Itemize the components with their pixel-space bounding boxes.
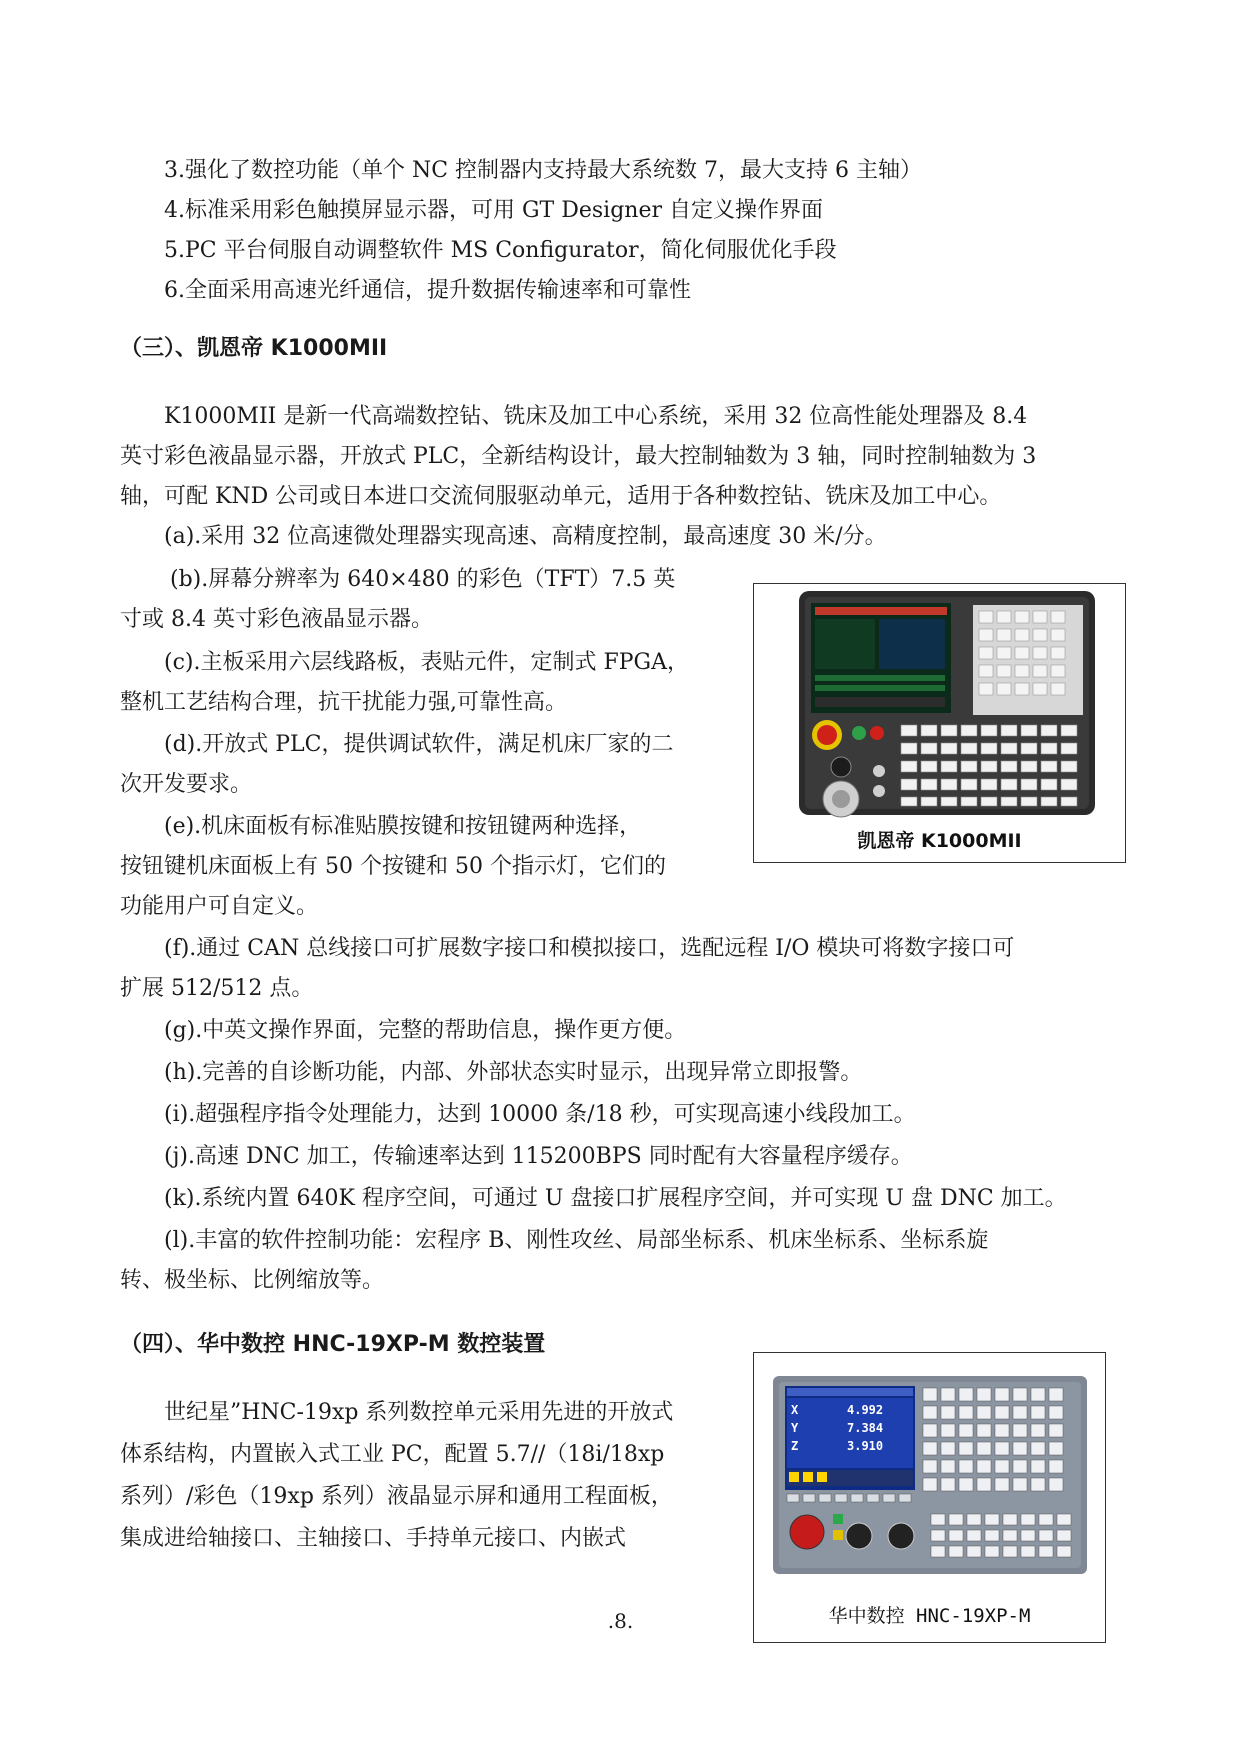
figure-caption: 华中数控 HNC-19XP-M [828, 1605, 1031, 1627]
feature-line: 次开发要求。 [120, 772, 253, 797]
section-heading: （四）、华中数控 HNC-19XP-M 数控装置 [120, 1332, 546, 1357]
feature-line: (d).开放式 PLC，提供调试软件，满足机床厂家的二 [164, 732, 674, 757]
text-line: 3.强化了数控功能（单个 NC 控制器内支持最大系统数 7，最大支持 6 主轴） [164, 158, 923, 183]
text-line: 5.PC 平台伺服自动调整软件 MS Configurator，简化伺服优化手段 [164, 238, 837, 263]
feature-line: 功能用户可自定义。 [120, 894, 319, 919]
feature-line: 按钮键机床面板上有 50 个按键和 50 个指示灯，它们的 [120, 854, 666, 879]
screen-axis-value: 7.384 [847, 1421, 884, 1435]
feature-line: (f).通过 CAN 总线接口可扩展数字接口和模拟接口，选配远程 I/O 模块可将数字接口可 [164, 936, 1015, 961]
feature-line: (b).屏幕分辨率为 640×480 的彩色（TFT）7.5 英 [170, 567, 676, 592]
text-line: 4.标准采用彩色触摸屏显示器，可用 GT Designer 自定义操作界面 [164, 198, 823, 223]
k1000mii-panel-image [755, 585, 1125, 833]
feature-line: 寸或 8.4 英寸彩色液晶显示器。 [120, 607, 433, 632]
hnc-19xp-panel-image [755, 1354, 1105, 1594]
screen-axis-label: Z [791, 1439, 799, 1453]
text-line: 英寸彩色液晶显示器，开放式 PLC，全新结构设计，最大控制轴数为 3 轴，同时控制轴数为 3 [120, 444, 1037, 469]
page-number: .8. [607, 1609, 634, 1633]
text-line: K1000MII 是新一代高端数控钻、铣床及加工中心系统，采用 32 位高性能处理器及 8.4 [164, 404, 1028, 429]
feature-line: (g).中英文操作界面，完整的帮助信息，操作更方便。 [164, 1018, 687, 1043]
feature-line: (h).完善的自诊断功能，内部、外部状态实时显示，出现异常立即报警。 [164, 1060, 863, 1085]
feature-line: (l).丰富的软件控制功能：宏程序 B、刚性攻丝、局部坐标系、机床坐标系、坐标系旋 [164, 1228, 989, 1253]
screen-axis-label: X [791, 1403, 799, 1417]
screen-axis-value: 3.910 [847, 1439, 884, 1453]
feature-line: (k).系统内置 640K 程序空间，可通过 U 盘接口扩展程序空间，并可实现 U 盘 DNC 加工。 [164, 1186, 1067, 1211]
text-line: 集成进给轴接口、主轴接口、手持单元接口、内嵌式 [120, 1526, 627, 1551]
feature-line: (a).采用 32 位高速微处理器实现高速、高精度控制，最高速度 30 米/分。 [164, 524, 887, 549]
figure-caption: 凯恩帝 K1000MII [857, 830, 1022, 852]
text-line: 系列）/彩色（19xp 系列）液晶显示屏和通用工程面板， [120, 1484, 673, 1509]
figure-k1000mii [753, 583, 1126, 863]
screen-axis-value: 4.992 [847, 1403, 884, 1417]
feature-line: (e).机床面板有标准贴膜按键和按钮键两种选择， [164, 814, 642, 839]
figure-hnc-19xp-m [753, 1352, 1106, 1643]
feature-line: 扩展 512/512 点。 [120, 976, 314, 1001]
feature-line: (c).主板采用六层线路板，表贴元件，定制式 FPGA， [164, 650, 690, 675]
feature-line: (i).超强程序指令处理能力，达到 10000 条/18 秒，可实现高速小线段加工。 [164, 1102, 916, 1127]
screen-axis-label: Y [791, 1421, 799, 1435]
text-line: 世纪星”HNC-19xp 系列数控单元采用先进的开放式 [164, 1400, 674, 1425]
text-line: 6.全面采用高速光纤通信，提升数据传输速率和可靠性 [164, 278, 691, 303]
feature-line: (j).高速 DNC 加工，传输速率达到 115200BPS 同时配有大容量程序缓存。 [164, 1144, 913, 1169]
feature-line: 转、极坐标、比例缩放等。 [120, 1268, 385, 1293]
text-line: 体系结构，内置嵌入式工业 PC，配置 5.7//（18i/18xp [120, 1442, 665, 1467]
feature-line: 整机工艺结构合理，抗干扰能力强,可靠性高。 [120, 690, 567, 715]
section-heading: （三）、凯恩帝 K1000MII [120, 336, 388, 361]
text-line: 轴，可配 KND 公司或日本进口交流伺服驱动单元，适用于各种数控钻、铣床及加工中心。 [120, 484, 1002, 509]
